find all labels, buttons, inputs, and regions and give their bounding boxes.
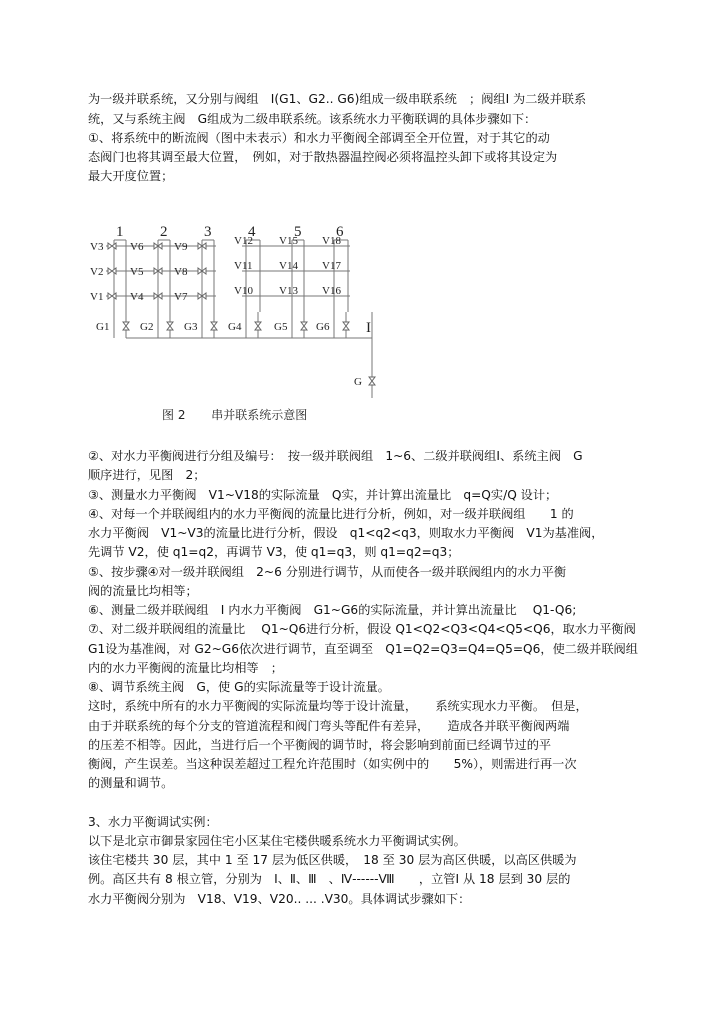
paragraph-line: ①、将系统中的断流阀（图中未表示）和水力平衡阀全部调至全开位置，对于其它的动 — [88, 131, 550, 145]
step-line: 内的水力平衡阀的流量比均相等 ； — [88, 661, 283, 675]
paragraph-line: 统，又与系统主阀 G组成为二级串联系统。该系统水力平衡联调的具体步骤如下： — [88, 112, 537, 126]
valve-label-V12: V12 — [234, 235, 253, 247]
valve-label-V15: V15 — [279, 235, 298, 247]
valve-icon — [108, 268, 116, 274]
valve-label-V18: V18 — [322, 235, 341, 247]
valve-label-V13: V13 — [279, 285, 298, 297]
valve-label-V8: V8 — [174, 266, 188, 278]
group-valve-label-G4: G4 — [228, 321, 242, 333]
column-number-6: 6 — [336, 224, 344, 240]
column-number-5: 5 — [294, 224, 302, 240]
figure-title: 串并联系统示意图 — [211, 408, 308, 422]
step-line: G1设为基准阀，对 G2~G6依次进行调节，直至调至 Q1=Q2=Q3=Q4=Q5=Q6，使二级并联阀组 — [88, 642, 638, 656]
step-line: 先调节 V2，使 q1=q2，再调节 V3，使 q1=q3，则 q1=q2=q3； — [88, 545, 460, 559]
valve-label-V14: V14 — [279, 260, 298, 272]
group-valve-label-G5: G5 — [274, 321, 288, 333]
column-number-1: 1 — [116, 224, 124, 240]
section-line: 例。高区共有 8 根立管，分别为 Ⅰ、Ⅱ、Ⅲ 、Ⅳ------Ⅷ ，立管Ⅰ 从 18 层到 30 层的 — [88, 872, 571, 886]
valve-icon — [301, 322, 307, 330]
paragraph-line: 态阀门也将其调至最大位置， 例如，对于散热器温控阀必须将温控头卸下或将其设定为 — [88, 150, 558, 164]
valve-label-V4: V4 — [130, 291, 144, 303]
main-valve-label: G — [354, 376, 362, 388]
group-valve-label-G1: G1 — [96, 321, 110, 333]
group-label-I: I — [366, 320, 371, 336]
column-number-4: 4 — [248, 224, 256, 240]
step-line: ⑧、调节系统主阀 G，使 G的实际流量等于设计流量。 — [88, 680, 390, 694]
step-line: ④、对每一个并联阀组内的水力平衡阀的流量比进行分析，例如，对一级并联阀组 1 的 — [88, 507, 574, 521]
step-line: 顺序进行，见图 2； — [88, 468, 206, 482]
section-heading: 3、水力平衡调试实例： — [88, 815, 218, 829]
column-number-3: 3 — [204, 224, 212, 240]
step-line: ⑦、对二级并联阀组的流量比 Q1~Q6进行分析，假设 Q1<Q2<Q3<Q4<Q5<Q6，取水力平衡阀 — [88, 622, 636, 636]
valve-label-V10: V10 — [234, 285, 253, 297]
valve-label-V5: V5 — [130, 266, 144, 278]
step-line: 衡阀，产生误差。当这种误差超过工程允许范围时（如实例中的 5%），则需进行再一次 — [88, 757, 577, 771]
valve-label-V17: V17 — [322, 260, 341, 272]
paragraph-line: 最大开度位置； — [88, 169, 174, 183]
paragraph-line: 为一级并联系统，又分别与阀组 I(G1、G2.. G6)组成一级串联系统 ；阀组Ⅰ 为二级并联系 — [88, 92, 587, 106]
valve-label-V9: V9 — [174, 241, 188, 253]
valve-icon — [108, 293, 116, 299]
valve-label-V1: V1 — [90, 291, 104, 303]
valve-icon — [211, 322, 217, 330]
step-line: 由于并联系统的每个分支的管道流程和阀门弯头等配件有差异， 造成各并联平衡阀两端 — [88, 719, 570, 733]
valve-icon — [343, 322, 349, 330]
valve-label-V7: V7 — [174, 291, 188, 303]
step-line: ⑥、测量二级并联阀组 Ⅰ 内水力平衡阀 G1~G6的实际流量，并计算出流量比 Q1-Q6; — [88, 603, 577, 617]
step-line: 水力平衡阀 V1~V3的流量比进行分析，假设 q1<q2<q3，则取水力平衡阀 V1为基准阀， — [88, 526, 604, 540]
valve-label-V2: V2 — [90, 266, 104, 278]
section-line: 水力平衡阀分别为 V18、V19、V20.. ... .V30。具体调试步骤如下： — [88, 892, 471, 906]
step-line: ⑤、按步骤④对一级并联阀组 2~6 分别进行调节，从而使各一级并联阀组内的水力平衡 — [88, 565, 567, 579]
valve-label-V11: V11 — [234, 260, 253, 272]
valve-label-V16: V16 — [322, 285, 341, 297]
step-line: ③、测量水力平衡阀 V1~V18的实际流量 Q实，并计算出流量比 q=Q实/Q 设计； — [88, 488, 558, 502]
figure-caption — [162, 406, 329, 423]
valve-icon — [123, 322, 129, 330]
step-line: ②、对水力平衡阀进行分组及编号： 按一级并联阀组 1~6、二级并联阀组Ⅰ、系统主阀 G — [88, 449, 583, 463]
group-valve-label-G3: G3 — [184, 321, 198, 333]
valve-icon — [369, 377, 375, 385]
series-parallel-system-diagram — [84, 218, 384, 408]
column-number-2: 2 — [160, 224, 168, 240]
valve-icon — [108, 243, 116, 249]
section-line: 以下是北京市御景家园住宅小区某住宅楼供暖系统水力平衡调试实例。 — [88, 834, 466, 848]
step-line: 的测量和调节。 — [88, 776, 174, 790]
step-line: 阀的流量比均相等； — [88, 584, 198, 598]
step-line: 的压差不相等。因此，当进行后一个平衡阀的调节时，将会影响到前面已经调节过的平 — [88, 738, 552, 752]
diagram-labels — [90, 224, 375, 388]
step-line: 这时，系统中所有的水力平衡阀的实际流量均等于设计流量， 系统实现水力平衡。 但是， — [88, 699, 588, 713]
section-line: 该住宅楼共 30 层，其中 1 至 17 层为低区供暖， 18 至 30 层为高区供暖，以高区供暖为 — [88, 853, 577, 867]
group-valve-label-G2: G2 — [140, 321, 154, 333]
valve-icon — [167, 322, 173, 330]
valve-label-V6: V6 — [130, 241, 144, 253]
figure-number: 图 2 — [162, 408, 186, 422]
valve-icon — [255, 322, 261, 330]
valve-label-V3: V3 — [90, 241, 104, 253]
group-valve-label-G6: G6 — [316, 321, 330, 333]
